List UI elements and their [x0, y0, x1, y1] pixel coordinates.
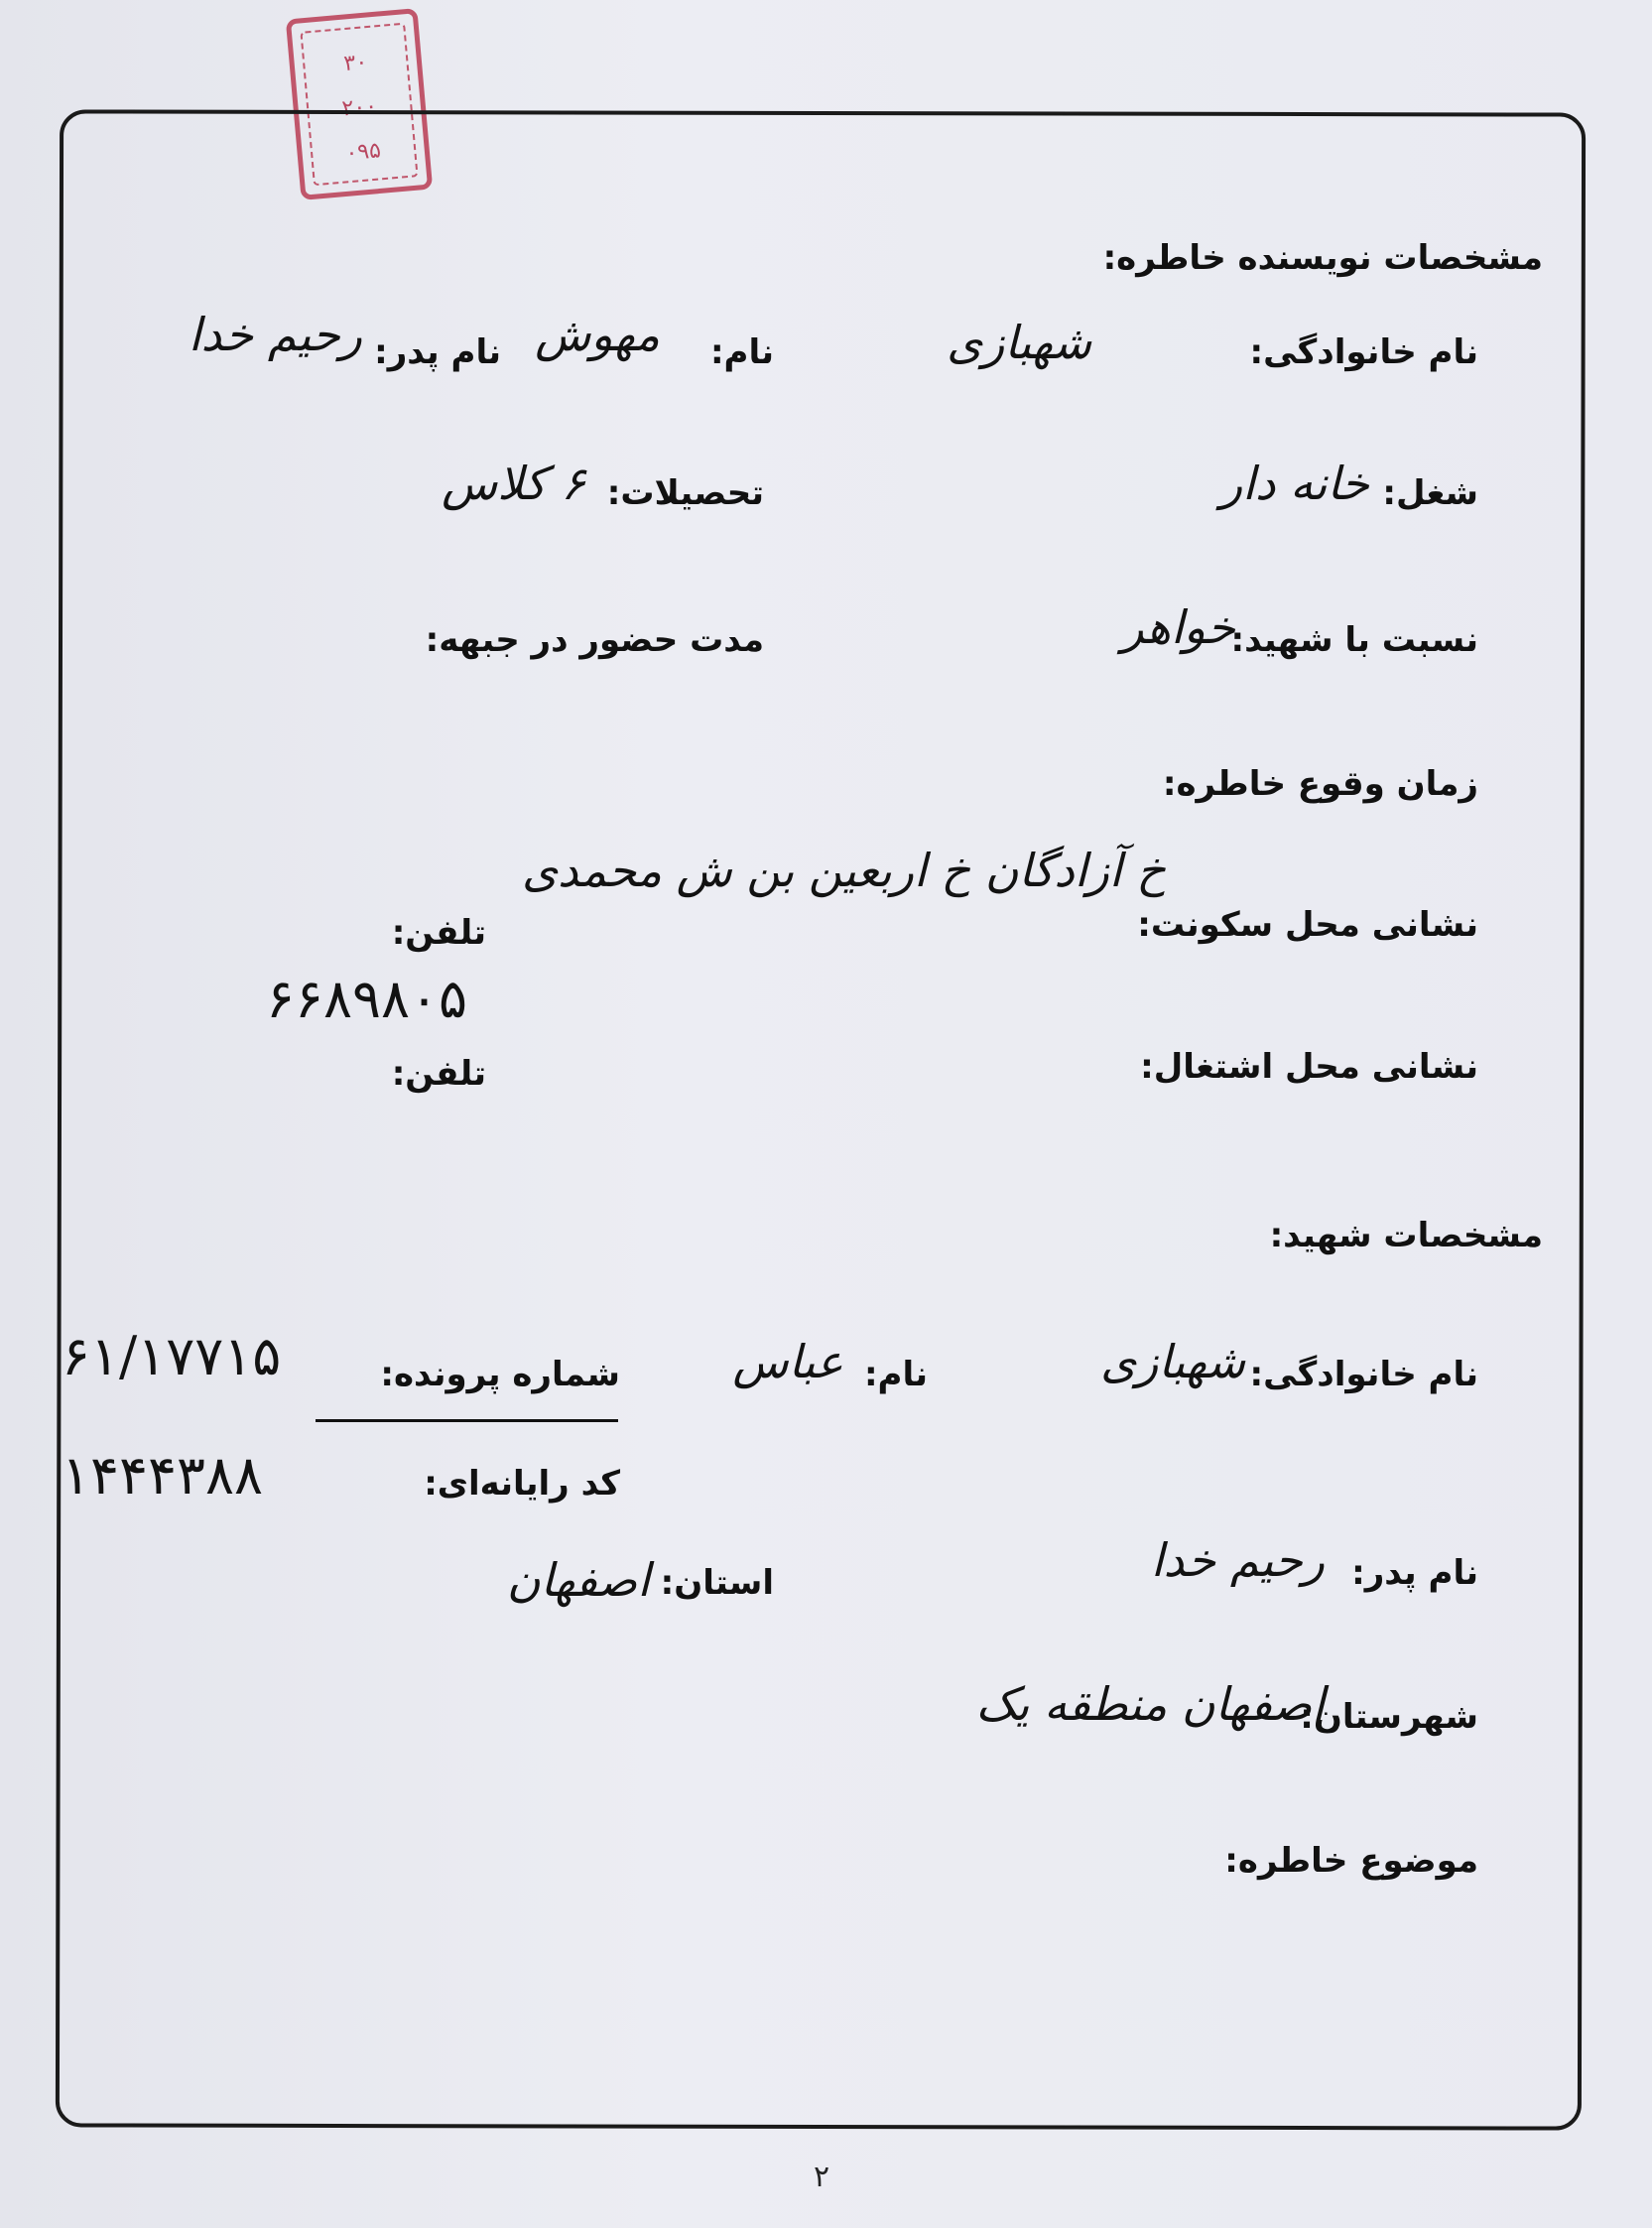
writer-job-label: شغل:: [1382, 473, 1478, 513]
writer-work-label: نشانی محل اشتغال:: [1140, 1047, 1478, 1087]
writer-education-label: تحصیلات:: [606, 473, 764, 513]
writer-heading: مشخصات نویسنده خاطره:: [1102, 238, 1543, 278]
writer-relation-value: خواهر: [1121, 600, 1235, 654]
martyr-heading: مشخصات شهید:: [1269, 1216, 1543, 1255]
writer-address-label: نشانی محل سکونت:: [1137, 905, 1478, 945]
page-number: ۲: [814, 2160, 830, 2194]
form-border: [56, 109, 1586, 2130]
martyr-code-label: کد رایانه‌ای:: [424, 1464, 620, 1504]
writer-father-label: نام پدر:: [374, 332, 501, 372]
martyr-city-value: اصفهان منطقه یک: [975, 1677, 1325, 1731]
writer-work-phone-label: تلفن:: [391, 1054, 486, 1094]
martyr-father-label: نام پدر:: [1351, 1553, 1478, 1593]
writer-phone-value: ۶۶۸۹۸۰۵: [266, 968, 468, 1030]
martyr-family-label: نام خانوادگی:: [1249, 1355, 1478, 1394]
writer-job-value: خانه دار: [1219, 457, 1369, 510]
writer-phone-label: تلفن:: [391, 913, 486, 953]
martyr-city-label: شهرستان:: [1300, 1697, 1478, 1737]
writer-address-value: خ آزادگان خ اربعین بن ش محمدی: [521, 844, 1166, 897]
writer-family-label: نام خانوادگی:: [1249, 332, 1478, 372]
file-number-underline: [316, 1419, 618, 1422]
writer-education-value: ۶ کلاس: [442, 457, 585, 510]
martyr-name-label: نام:: [863, 1355, 928, 1394]
martyr-file-label: شماره پرونده:: [380, 1355, 620, 1394]
martyr-father-value: رحیم خدا: [1150, 1533, 1325, 1587]
writer-name-value: مهوش: [535, 308, 660, 361]
martyr-family-value: شهبازی: [1100, 1335, 1245, 1388]
writer-family-value: شهبازی: [947, 316, 1091, 369]
writer-name-label: نام:: [709, 332, 774, 372]
martyr-topic-label: موضوع خاطره:: [1224, 1841, 1478, 1881]
svg-text:۳۰: ۳۰: [342, 50, 369, 77]
writer-father-value: رحیم خدا: [188, 308, 362, 361]
writer-relation-label: نسبت با شهید:: [1230, 620, 1478, 660]
svg-text:۲۰۰: ۲۰۰: [340, 93, 379, 122]
svg-text:۰۹۵: ۰۹۵: [344, 138, 382, 167]
martyr-name-value: عباس: [732, 1335, 843, 1388]
martyr-file-value: ۶۱/۱۷۷۱۵: [62, 1325, 282, 1387]
martyr-province-label: استان:: [660, 1563, 774, 1603]
martyr-province-value: اصفهان: [506, 1553, 650, 1607]
martyr-code-value: ۱۴۴۴۳۸۸: [62, 1444, 264, 1507]
writer-front-label: مدت حضور در جبهه:: [425, 620, 764, 660]
writer-time-label: زمان وقوع خاطره:: [1162, 764, 1478, 804]
